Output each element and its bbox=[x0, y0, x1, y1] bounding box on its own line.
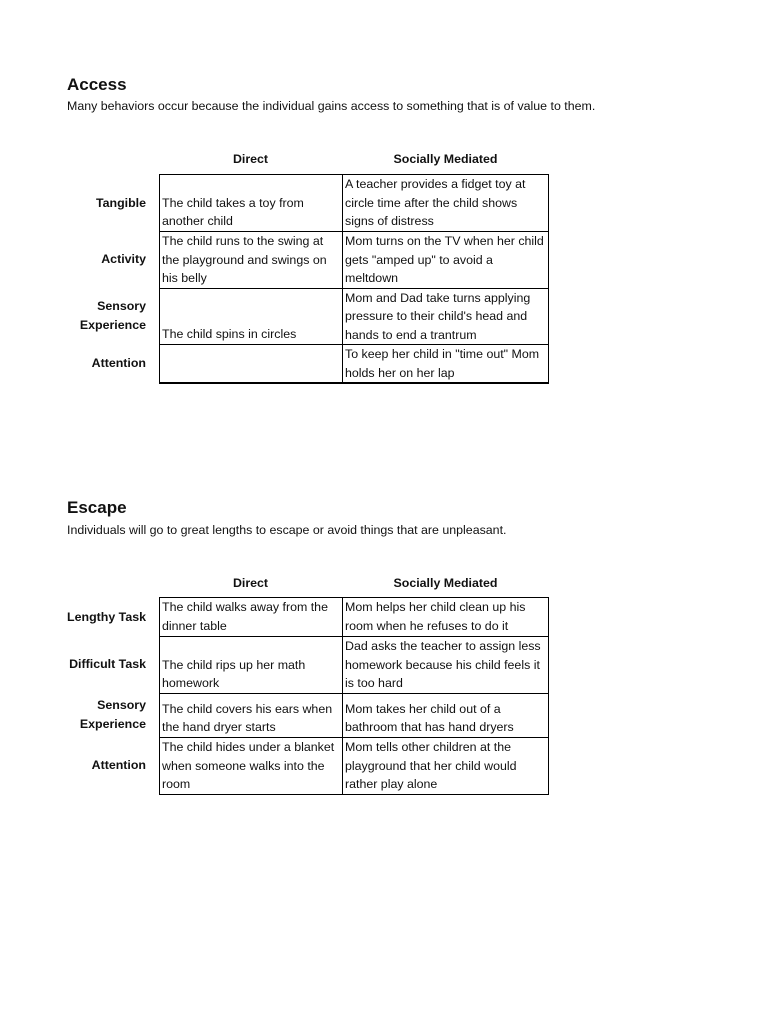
cell-direct: The child walks away from the dinner table bbox=[160, 598, 343, 636]
section-title: Escape bbox=[67, 498, 127, 517]
row-label-text: Sensory Experience bbox=[79, 299, 146, 332]
cell-socially-mediated: Mom and Dad take turns applying pressure to their child's head and hands to end a trantrum bbox=[345, 290, 531, 342]
row-label-lengthy-task: Lengthy Task bbox=[67, 609, 146, 624]
row-label-attention: Attention bbox=[91, 355, 146, 370]
access-table bbox=[159, 174, 549, 384]
row-label-sensory-experience bbox=[46, 288, 146, 344]
cell-direct: The child runs to the swing at the playground and swings on his belly bbox=[160, 232, 343, 288]
cell-socially-mediated: A teacher provides a fidget toy at circle time after the child shows signs of distress bbox=[345, 177, 526, 229]
table-row bbox=[160, 289, 548, 345]
column-header-socially-mediated: Socially Mediated bbox=[393, 152, 498, 166]
cell-socially-mediated: To keep her child in "time out" Mom holds her on her lap bbox=[345, 346, 540, 380]
escape-table bbox=[159, 597, 549, 795]
cell-direct: The child takes a toy from another child bbox=[160, 175, 343, 231]
cell-direct: The child rips up her math homework bbox=[160, 637, 343, 693]
cell-socially-mediated: Mom helps her child clean up his room when he refuses to do it bbox=[345, 600, 526, 633]
cell-direct bbox=[160, 345, 343, 382]
table-row bbox=[160, 598, 548, 637]
table-row bbox=[160, 345, 548, 382]
section-title: Access bbox=[67, 75, 127, 94]
cell-socially-mediated: Mom turns on the TV when her child gets "amped up" to avoid a meltdown bbox=[345, 234, 544, 286]
table-row bbox=[160, 738, 548, 794]
column-header-direct: Direct bbox=[232, 152, 269, 166]
row-label-tangible: Tangible bbox=[95, 195, 146, 210]
section-description: Many behaviors occur because the individual gains access to something that is of value to them. bbox=[67, 99, 596, 113]
column-header-socially-mediated: Socially Mediated bbox=[393, 576, 498, 590]
cell-socially-mediated: Mom tells other children at the playground that her child would rather play alone bbox=[345, 740, 517, 792]
column-header-direct: Direct bbox=[232, 576, 269, 590]
cell-socially-mediated: Dad asks the teacher to assign less homework because his child feels it is too hard bbox=[345, 639, 541, 691]
cell-direct: The child covers his ears when the hand dryer starts bbox=[160, 694, 343, 737]
cell-socially-mediated: Mom takes her child out of a bathroom that has hand dryers bbox=[345, 701, 514, 735]
row-label-difficult-task: Difficult Task bbox=[69, 657, 146, 671]
table-row bbox=[160, 175, 548, 232]
cell-direct: The child hides under a blanket when someone walks into the room bbox=[160, 738, 343, 794]
row-label-attention: Attention bbox=[91, 758, 146, 772]
cell-direct: The child spins in circles bbox=[160, 289, 343, 344]
row-label-text: Sensory Experience bbox=[79, 698, 146, 731]
table-row bbox=[160, 232, 548, 289]
table-row bbox=[160, 694, 548, 738]
row-label-sensory-experience bbox=[46, 693, 146, 737]
section-description: Individuals will go to great lengths to escape or avoid things that are unpleasant. bbox=[67, 523, 507, 537]
row-label-activity: Activity bbox=[101, 252, 146, 266]
table-row bbox=[160, 637, 548, 694]
